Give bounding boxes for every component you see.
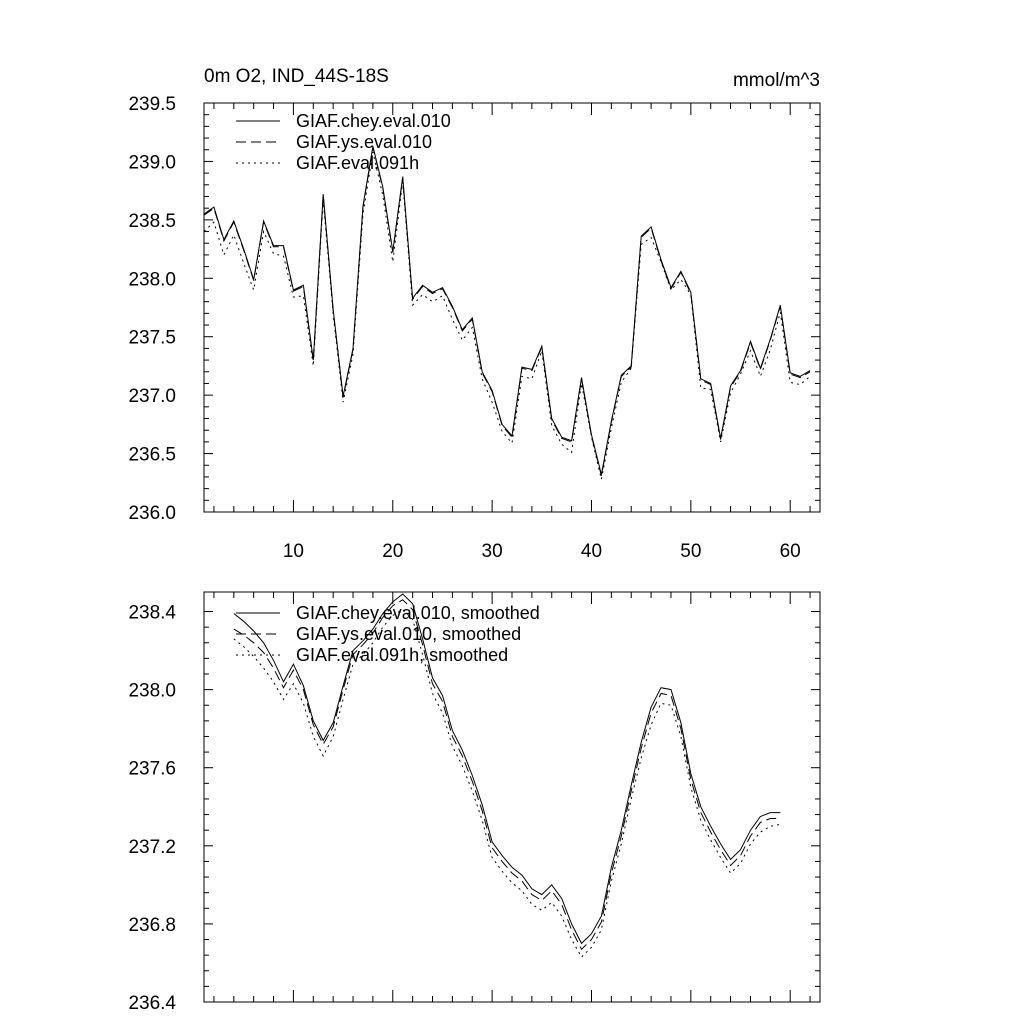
legend-label: GIAF.eval.091h, smoothed [296,645,509,665]
x-tick-label: 60 [779,541,801,562]
y-tick-label: 238.4 [128,602,176,624]
series-line [204,147,810,475]
top-panel-legend [236,111,451,173]
x-tick-label: 10 [282,541,304,562]
y-tick-label: 237.5 [128,327,176,349]
y-tick-label: 236.0 [128,503,176,524]
legend-label: GIAF.ys.eval.010, smoothed [296,624,522,644]
y-tick-label: 237.6 [128,758,176,780]
legend-label: GIAF.eval.091h [296,153,420,173]
top-panel-plot-area [204,146,810,479]
series-line [204,146,810,474]
legend-entry [236,132,432,152]
y-tick-label: 238.0 [128,680,176,702]
legend-label: GIAF.chey.eval.010, smoothed [296,603,540,623]
y-tick-label: 239.0 [128,152,176,174]
legend-entry [236,645,508,665]
y-tick-label: 236.4 [128,993,176,1014]
y-tick-label: 238.5 [128,210,176,232]
legend-entry [236,111,451,131]
legend-entry [236,153,419,173]
x-tick-label: 30 [481,541,503,562]
bottom-panel-legend [236,603,540,665]
y-tick-label: 239.5 [128,94,176,115]
y-tick-label: 237.2 [128,836,176,858]
x-tick-label: 20 [382,541,404,562]
y-tick-label: 236.8 [128,914,176,936]
legend-entry [236,624,521,644]
legend-label: GIAF.ys.eval.010 [296,132,433,152]
top-panel-y-axis [128,94,820,524]
y-tick-label: 237.0 [128,386,176,408]
x-tick-label: 40 [580,541,603,562]
legend-entry [236,603,540,623]
y-tick-label: 238.0 [128,269,176,291]
legend-label: GIAF.chey.eval.010 [296,111,451,131]
top-panel [128,66,820,562]
y-tick-label: 236.5 [128,444,176,466]
top-panel-title: 0m O2, IND_44S-18S [204,66,389,87]
bottom-panel [128,592,820,1014]
top-panel-units: mmol/m^3 [732,70,820,91]
x-tick-label: 50 [680,541,702,562]
